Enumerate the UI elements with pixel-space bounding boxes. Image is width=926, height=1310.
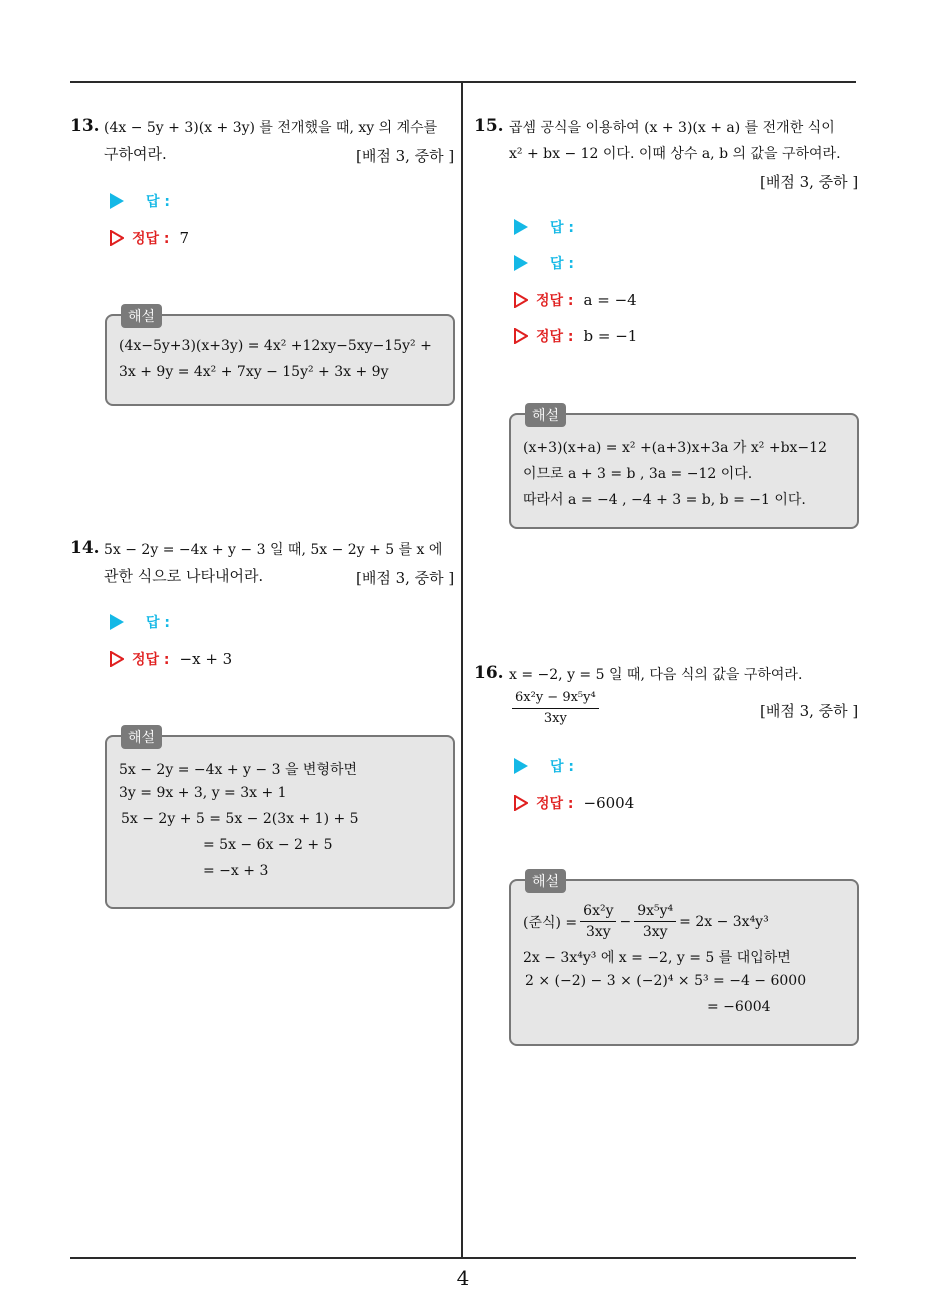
problem-14-answer-row[interactable]: [110, 612, 170, 632]
correct-marker-icon: [514, 292, 528, 308]
problem-13-answer-row[interactable]: [110, 191, 170, 211]
problem-16-number: 16.: [474, 663, 504, 683]
problem-13-correct-row: [110, 228, 189, 248]
problem-13-points: [배점 3, 중하 ]: [356, 147, 455, 165]
correct-label: 정답 :: [536, 796, 574, 812]
answer-marker-icon: [514, 219, 528, 235]
fraction-denominator: 3xy: [585, 924, 611, 940]
explanation-line: 3x + 9y = 4x² + 7xy − 15y² + 3x + 9y: [119, 364, 389, 380]
correct-marker-icon: [110, 651, 124, 667]
problem-16-points: [배점 3, 중하 ]: [760, 702, 859, 720]
explanation-line: = −x + 3: [203, 863, 269, 879]
explanation-line: 이므로 a + 3 = b , 3a = −12 이다.: [523, 466, 753, 482]
explanation-rhs: = 2x − 3x⁴y³: [679, 913, 769, 930]
correct-marker-icon: [514, 795, 528, 811]
problem-14-correct-row: [110, 649, 232, 669]
problem-15-number: 15.: [474, 116, 504, 136]
correct-value: a = −4: [583, 291, 637, 309]
fraction-denominator: 3xy: [642, 924, 668, 940]
answer-marker-icon: [110, 193, 124, 209]
correct-label: 정답 :: [536, 329, 574, 345]
correct-label: 정답 :: [132, 231, 170, 247]
problem-14-explanation-box: [105, 730, 455, 909]
correct-value: 7: [179, 229, 190, 247]
explanation-minus: −: [619, 913, 632, 930]
top-rule: [70, 81, 856, 83]
column-divider: [461, 81, 463, 1259]
explanation-line: 2x − 3x⁴y³ 에 x = −2, y = 5 를 대입하면: [523, 950, 791, 966]
problem-15-text-line2: x² + bx − 12 이다. 이때 상수 a, b 의 값을 구하여라.: [509, 146, 841, 162]
explanation-tag: 해설: [525, 869, 566, 893]
explanation-line: 3y = 9x + 3, y = 3x + 1: [119, 785, 287, 801]
answer-marker-icon: [514, 758, 528, 774]
fraction-numerator: 6x²y: [580, 901, 616, 922]
fraction-numerator: 9x⁵y⁴: [634, 901, 676, 922]
explanation-line: 5x − 2y = −4x + y − 3 을 변형하면: [119, 762, 358, 778]
problem-15-correct-row-b: [514, 326, 637, 346]
answer-label: 답 :: [550, 220, 574, 236]
problem-15-points: [배점 3, 중하 ]: [760, 173, 859, 191]
explanation-line: = −6004: [707, 999, 771, 1015]
page-number: 4: [456, 1266, 470, 1290]
problem-15-answer-row-b[interactable]: [514, 253, 574, 273]
explanation-line: [523, 901, 769, 942]
correct-value: −6004: [583, 794, 635, 812]
explanation-line: (x+3)(x+a) = x² +(a+3)x+3a 가 x² +bx−12: [523, 440, 827, 456]
explanation-line: 2 × (−2) − 3 × (−2)⁴ × 5³ = −4 − 6000: [525, 973, 807, 989]
answer-marker-icon: [514, 255, 528, 271]
bottom-rule: [70, 1257, 856, 1259]
correct-value: b = −1: [583, 327, 638, 345]
problem-13-text-line2: 구하여라.: [104, 145, 167, 163]
problem-15-correct-row-a: [514, 290, 637, 310]
correct-label: 정답 :: [132, 652, 170, 668]
problem-15-answer-row-a[interactable]: [514, 217, 574, 237]
explanation-lhs: (준식) =: [523, 914, 578, 931]
problem-13-text-line1: (4x − 5y + 3)(x + 3y) 를 전개했을 때, xy 의 계수를: [104, 120, 438, 136]
problem-14-text-line1: 5x − 2y = −4x + y − 3 일 때, 5x − 2y + 5 를 x 에: [104, 542, 443, 558]
problem-15-text-line1: 곱셈 공식을 이용하여 (x + 3)(x + a) 를 전개한 식이: [509, 120, 835, 136]
explanation-line: 5x − 2y + 5 = 5x − 2(3x + 1) + 5: [121, 811, 359, 827]
explanation-tag: 해설: [121, 304, 162, 328]
problem-14-points: [배점 3, 중하 ]: [356, 569, 455, 587]
problem-15-explanation-box: [509, 408, 859, 529]
answer-label: 답 :: [550, 759, 574, 775]
explanation-line: = 5x − 6x − 2 + 5: [203, 837, 333, 853]
problem-13-number: 13.: [70, 116, 100, 136]
problem-16-text-line1: x = −2, y = 5 일 때, 다음 식의 값을 구하여라.: [509, 667, 803, 683]
correct-label: 정답 :: [536, 293, 574, 309]
correct-marker-icon: [514, 328, 528, 344]
explanation-line: (4x−5y+3)(x+3y) = 4x² +12xy−5xy−15y² +: [119, 338, 432, 354]
explanation-line: 따라서 a = −4 , −4 + 3 = b, b = −1 이다.: [523, 492, 806, 508]
problem-16-fraction: [509, 688, 602, 729]
fraction-numerator: 6x²y − 9x⁵y⁴: [512, 688, 599, 709]
fraction-denominator: 3xy: [543, 711, 567, 726]
problem-14-number: 14.: [70, 538, 100, 558]
answer-label: 답 :: [550, 256, 574, 272]
problem-16-answer-row[interactable]: [514, 756, 574, 776]
problem-16-correct-row: [514, 793, 634, 813]
explanation-tag: 해설: [121, 725, 162, 749]
correct-value: −x + 3: [179, 650, 233, 668]
answer-label: 답 :: [146, 194, 170, 210]
answer-label: 답 :: [146, 615, 170, 631]
answer-marker-icon: [110, 614, 124, 630]
problem-13-explanation-box: [105, 309, 455, 406]
problem-16-explanation-box: [509, 874, 859, 1046]
explanation-tag: 해설: [525, 403, 566, 427]
problem-14-text-line2: 관한 식으로 나타내어라.: [104, 567, 264, 585]
correct-marker-icon: [110, 230, 124, 246]
